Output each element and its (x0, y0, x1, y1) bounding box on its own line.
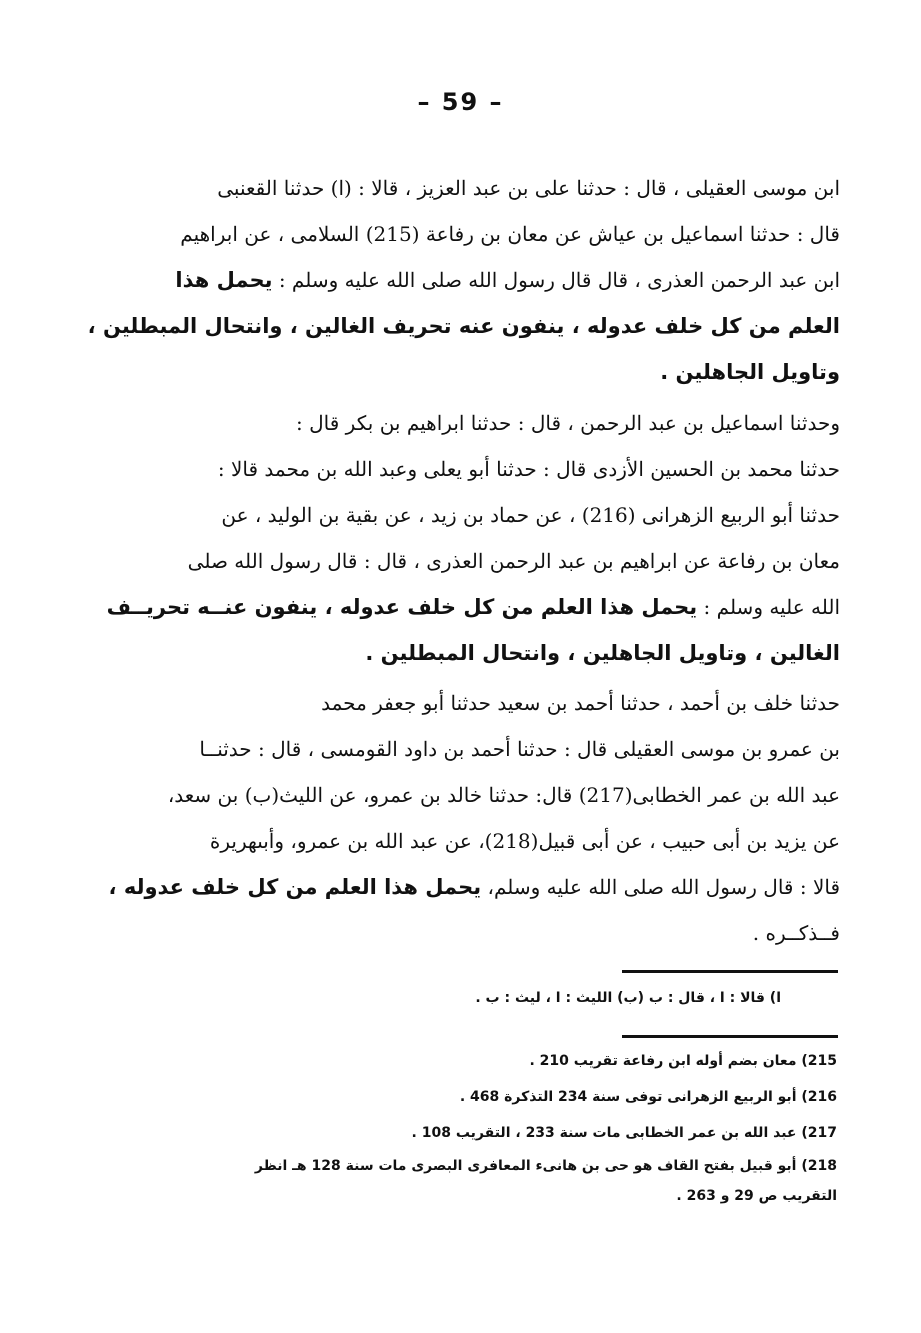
text-line (160, 257, 840, 303)
footnote: 218) أبو قبيل بفتح القاف هو حى بن هانىء المعافرى البصرى مات سنة 128 هـ انظر (254, 1158, 837, 1174)
text-line: حدثنا خلف بن أحمد ، حدثنا أحمد بن سعيد حدثنا أبو جعفر محمد (321, 691, 840, 715)
hadith-text-bold: يحمل هذا (175, 268, 273, 292)
hadith-text-bold: يحمل هذا العلم من كل خلف عدوله ، (108, 875, 482, 899)
hadith-text-bold: يحمل هذا العلم من كل خلف عدوله ، ينفون عنــه تحريــف (106, 595, 698, 619)
text-line: حدثنا محمد بن الحسين الأزدى قال : حدثنا أبو يعلى وعبد الله بن محمد قالا : (217, 457, 840, 481)
footnote-continuation: التقريب ص 29 و 263 . (676, 1188, 837, 1204)
footnote: 215) معان بضم أوله ابن رفاعة تقريب 210 . (529, 1053, 837, 1069)
footnotes-list (161, 1043, 837, 1211)
text-line (106, 584, 840, 630)
text-line (108, 864, 840, 910)
text-line: حدثنا أبو الربيع الزهرانى (216) ، عن حماد بن زيد ، عن بقية بن الوليد ، عن (221, 503, 840, 527)
page-number: – 59 – (417, 88, 504, 116)
variant-footnote: ا) قالا : ا ، قال : ب (ب) الليث : ا ، ليث : ب . (475, 990, 781, 1006)
hadith-text-bold: الغالين ، وتاويل الجاهلين ، وانتحال المبطلين . (365, 641, 840, 665)
footnote: 217) عبد الله بن عمر الخطابى مات سنة 233 ، التقريب 108 . (411, 1125, 837, 1141)
text-segment: قالا : قال رسول الله صلى الله عليه وسلم، (487, 875, 840, 899)
text-line: ابن موسى العقيلى ، قال : حدثنا على بن عبد العزيز ، قالا : (ا) حدثنا القعنبى (217, 176, 840, 200)
footnote-divider (622, 1035, 838, 1038)
footnote-divider (622, 970, 838, 973)
text-line: بن عمرو بن موسى العقيلى قال : حدثنا أحمد بن داود القومسى ، قال : حدثنــا (199, 737, 840, 761)
hadith-text-bold: العلم من كل خلف عدوله ، ينفون عنه تحريف الغالين ، وانتحال المبطلين ، (87, 314, 840, 338)
text-line: معان بن رفاعة عن ابراهيم بن عبد الرحمن العذرى ، قال : قال رسول الله صلى (187, 549, 840, 573)
hadith-text-bold: وتاويل الجاهلين . (660, 360, 840, 384)
paragraph-3 (108, 680, 840, 956)
text-line: عبد الله بن عمر الخطابى(217) قال: حدثنا خالد بن عمرو، عن الليث(ب) بن سعد، (167, 783, 840, 807)
paragraph-1 (87, 165, 840, 395)
text-line: قال : حدثنا اسماعيل بن عياش عن معان بن رفاعة (215) السلامى ، عن ابراهيم (180, 222, 840, 246)
text-line: فــذكــره . (752, 921, 840, 945)
footnote: 216) أبو الربيع الزهرانى توفى سنة 234 التذكرة 468 . (459, 1089, 837, 1105)
text-line: عن يزيد بن أبى حبيب ، عن أبى قبيل(218)، عن عبد الله بن عمرو، وأبىهريرة (209, 829, 840, 853)
text-line: وحدثنا اسماعيل بن عبد الرحمن ، قال : حدثنا ابراهيم بن بكر قال : (296, 411, 840, 435)
text-segment: ابن عبد الرحمن العذرى ، قال قال رسول الله صلى الله عليه وسلم : (278, 268, 840, 292)
text-segment: الله عليه وسلم : (703, 595, 840, 619)
paragraph-2 (106, 400, 840, 676)
